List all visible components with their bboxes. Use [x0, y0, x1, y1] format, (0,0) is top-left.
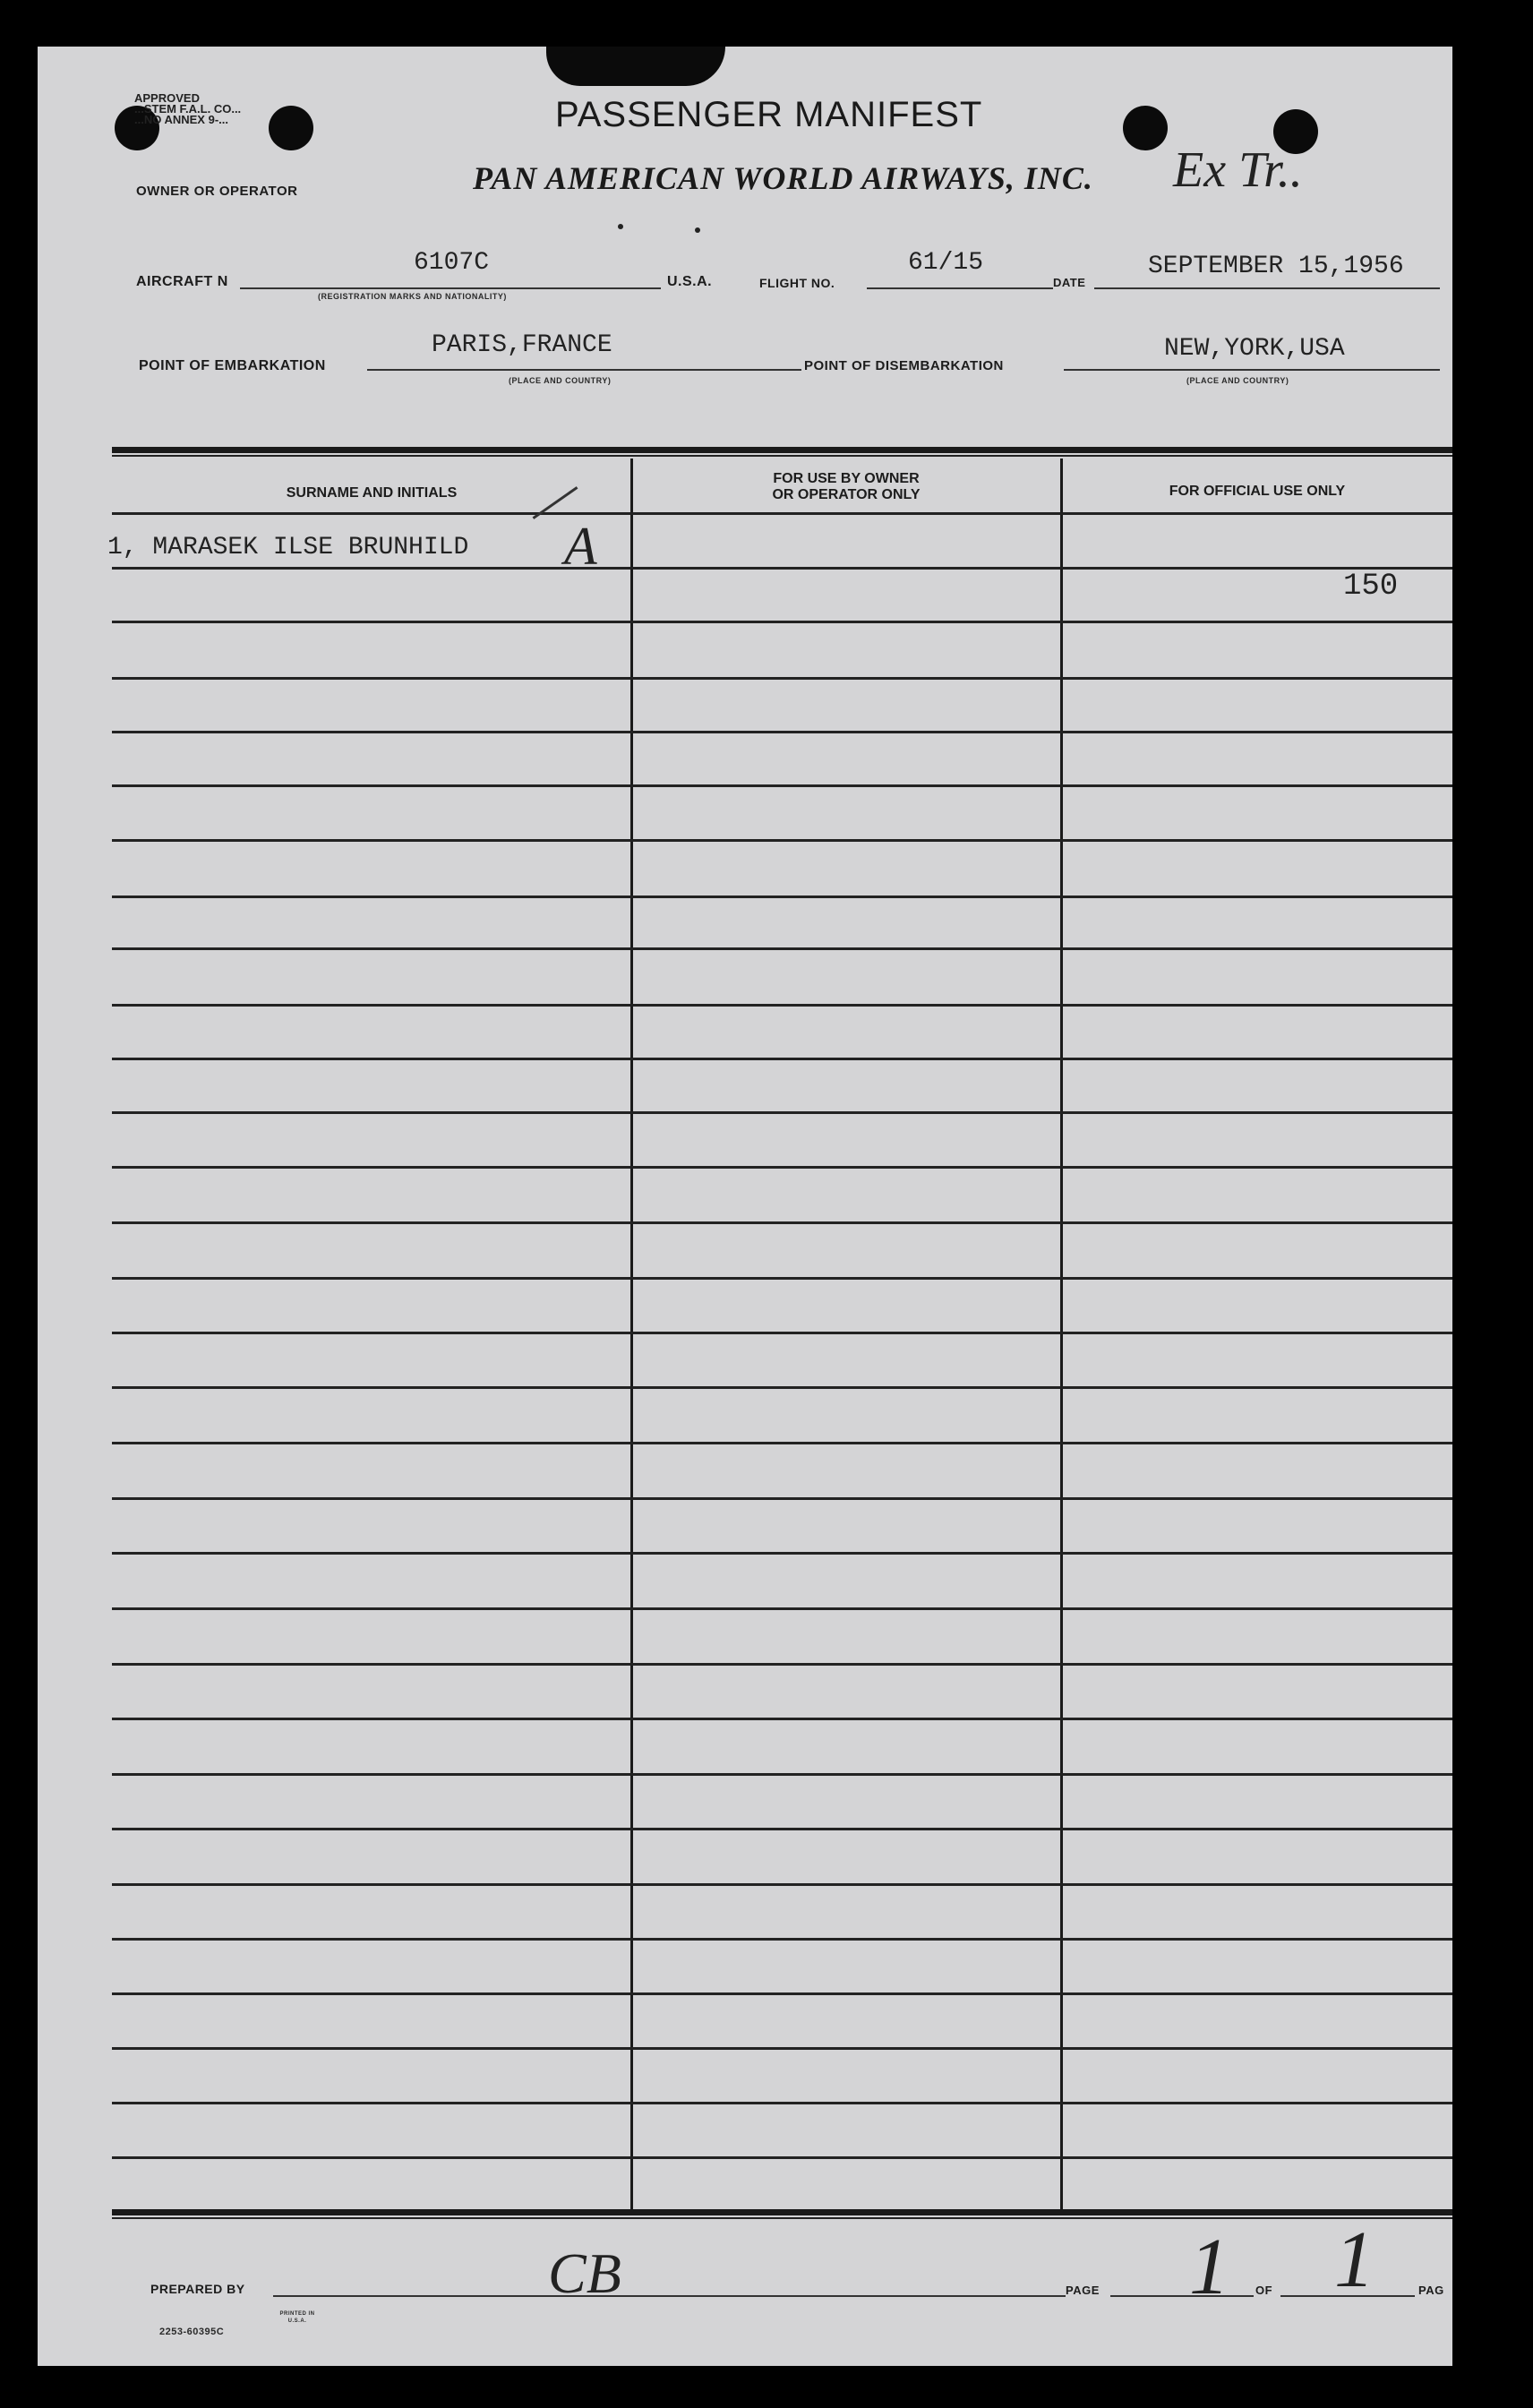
airline-name: PAN AMERICAN WORLD AIRWAYS, INC.: [473, 160, 1093, 196]
embark-caption: (PLACE AND COUNTRY): [509, 376, 612, 385]
row-line: [112, 1166, 1452, 1169]
prepared-initials: CB: [548, 2241, 621, 2305]
prepared-label: PREPARED BY: [150, 2282, 245, 2296]
row-line: [112, 2102, 1452, 2104]
disembark-label: POINT OF DISEMBARKATION: [804, 358, 1004, 373]
page-underline: [1110, 2295, 1254, 2297]
aircraft-value: 6107C: [414, 249, 490, 277]
row-line: [112, 1497, 1452, 1500]
of-value: 1: [1334, 2215, 1375, 2304]
form-number: 2253-60395C: [159, 2327, 225, 2337]
row-line: [112, 1552, 1452, 1555]
embark-underline: [367, 369, 801, 371]
owner-column-header-line: FOR USE BY OWNER: [773, 471, 920, 486]
flight-underline: [867, 287, 1053, 289]
approved-stamp: [134, 93, 241, 125]
dot-mark: [695, 227, 700, 233]
row-line: [112, 621, 1452, 623]
row-line: [112, 2156, 1452, 2159]
embark-value: PARIS,FRANCE: [432, 331, 612, 359]
row-line: [112, 947, 1452, 950]
aircraft-underline: [240, 287, 661, 289]
dot-mark: [618, 224, 623, 229]
row-line: [112, 567, 1452, 570]
approved-line: APPROVED: [134, 91, 200, 105]
row-line: [112, 1442, 1452, 1444]
page-label-right: PAG: [1418, 2284, 1444, 2297]
form-title: PASSENGER MANIFEST: [555, 95, 983, 134]
approved-line: ...STEM F.A.L. CO...: [134, 102, 242, 116]
owner-label: OWNER OR OPERATOR: [136, 184, 298, 199]
row-line: [112, 1004, 1452, 1007]
row-line: [112, 1773, 1452, 1776]
row-line: [112, 1277, 1452, 1280]
aircraft-label: AIRCRAFT N: [136, 274, 228, 289]
disembark-caption: (PLACE AND COUNTRY): [1186, 376, 1289, 385]
surname-column-header: SURNAME AND INITIALS: [286, 485, 458, 501]
prepared-underline: [273, 2295, 1066, 2297]
approved-line: ...NO ANNEX 9-...: [134, 113, 228, 126]
row-line: [112, 1386, 1452, 1389]
row-line: [112, 1938, 1452, 1941]
punch-hole-icon: [1123, 106, 1168, 150]
embark-label: POINT OF EMBARKATION: [139, 358, 326, 373]
row-line: [112, 2047, 1452, 2050]
row-line: [112, 1718, 1452, 1720]
row-line: [112, 1607, 1452, 1610]
flight-value: 61/15: [908, 249, 984, 277]
table-top-rule: [112, 447, 1452, 453]
usa-label: U.S.A.: [667, 274, 713, 289]
table-bottom-rule-thin: [112, 2217, 1452, 2219]
manifest-paper: [38, 47, 1452, 2366]
row-line: [112, 1828, 1452, 1830]
row-line: [112, 1663, 1452, 1666]
punch-hole-icon: [269, 106, 313, 150]
owner-column-header-line: OR OPERATOR ONLY: [772, 487, 921, 502]
row-line: [112, 731, 1452, 733]
row-line: [112, 1992, 1452, 1995]
row-line: [112, 1332, 1452, 1334]
of-label: OF: [1255, 2284, 1273, 2297]
official-value: 150: [1343, 570, 1399, 604]
row-line: [112, 896, 1452, 898]
row-line: [112, 839, 1452, 842]
table-top-rule-thin: [112, 455, 1452, 457]
row-line: [112, 784, 1452, 787]
printed-stamp: PRINTED IN U.S.A.: [279, 2311, 315, 2324]
flight-label: FLIGHT NO.: [759, 276, 835, 290]
handwritten-note: Ex Tr..: [1173, 142, 1303, 198]
row-line: [112, 1058, 1452, 1060]
passenger-name: 1, MARASEK ILSE BRUNHILD: [107, 534, 469, 561]
row-line: [112, 1111, 1452, 1114]
disembark-underline: [1064, 369, 1440, 371]
row-line: [112, 1883, 1452, 1886]
disembark-value: NEW,YORK,USA: [1164, 335, 1345, 363]
handwritten-mark: A: [564, 517, 597, 576]
date-underline: [1094, 287, 1440, 289]
row-line: [112, 1221, 1452, 1224]
registration-caption: (REGISTRATION MARKS AND NATIONALITY): [318, 292, 507, 301]
page-label: PAGE: [1066, 2284, 1100, 2297]
row-line: [112, 677, 1452, 680]
official-column-header: FOR OFFICIAL USE ONLY: [1169, 484, 1346, 499]
page-value: 1: [1189, 2223, 1229, 2311]
table-bottom-rule: [112, 2209, 1452, 2215]
owner-column-header: [632, 471, 1060, 503]
date-label: DATE: [1053, 276, 1086, 289]
row-line: [112, 512, 1452, 515]
date-value: SEPTEMBER 15,1956: [1148, 253, 1404, 280]
torn-edge: [546, 47, 725, 86]
